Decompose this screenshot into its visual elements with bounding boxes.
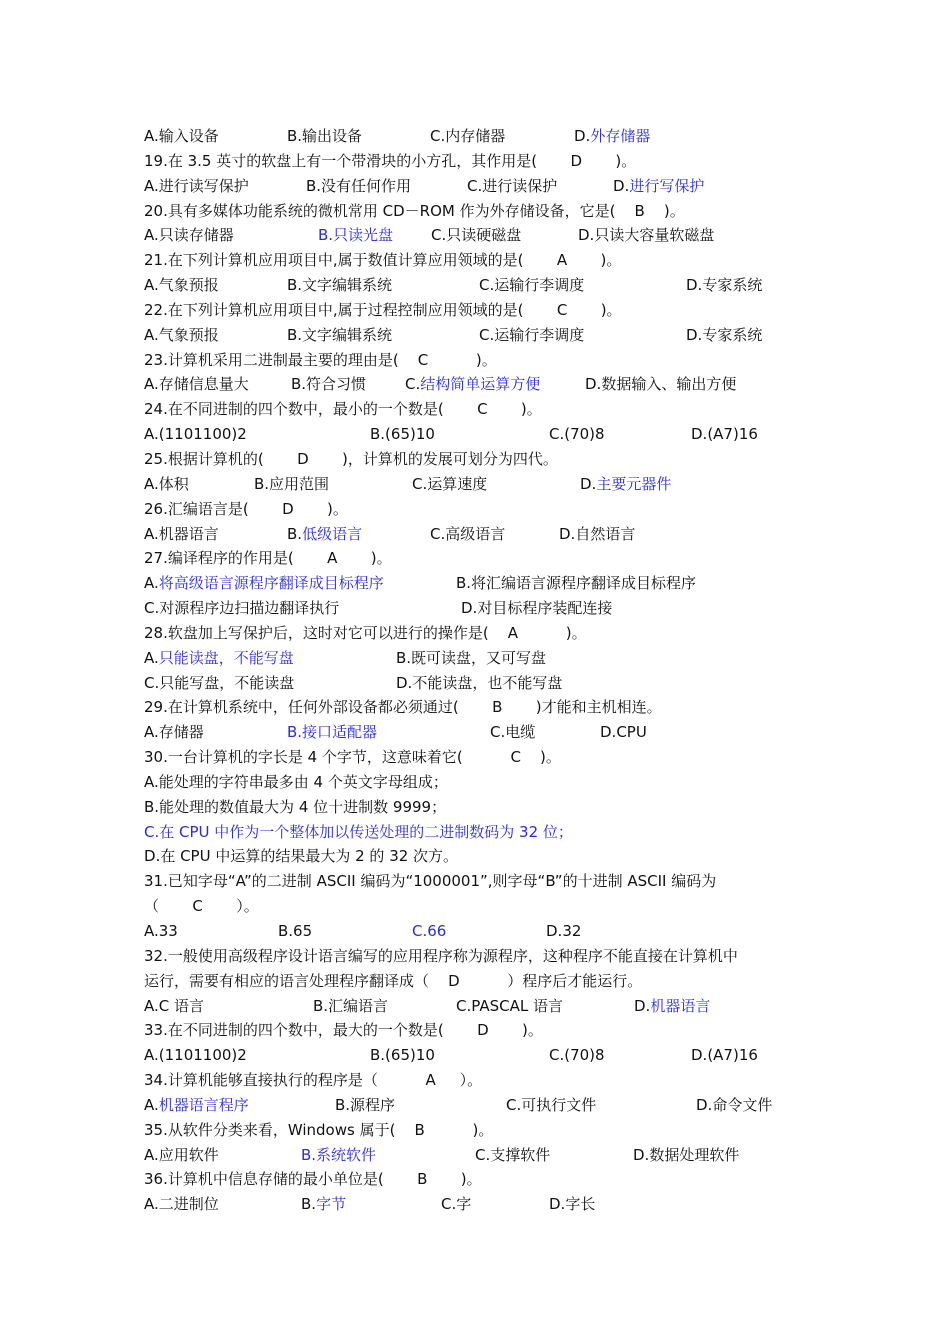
option-text bbox=[370, 1043, 435, 1068]
answer-highlight: 低级语言 bbox=[302, 524, 363, 543]
option-text bbox=[430, 522, 505, 547]
option-label: C.(70)8 bbox=[549, 1046, 605, 1065]
option-text bbox=[461, 596, 612, 621]
option-label: A.气象预报 bbox=[144, 325, 219, 344]
option-label: B.65 bbox=[278, 922, 313, 940]
answer-highlight: C.66 bbox=[412, 922, 447, 940]
option-label: B. bbox=[287, 524, 303, 543]
option-text bbox=[254, 472, 329, 497]
option-text bbox=[467, 174, 557, 199]
option-text bbox=[456, 994, 563, 1019]
option-text bbox=[287, 323, 392, 348]
question-text: 34.计算机能够直接执行的程序是（ A ）。 bbox=[144, 1071, 483, 1090]
option-text bbox=[287, 720, 377, 745]
option-label: C.进行读保护 bbox=[467, 176, 558, 195]
option-text bbox=[580, 472, 671, 497]
option-text bbox=[144, 919, 178, 944]
option-text bbox=[291, 372, 366, 397]
question-line bbox=[144, 1018, 824, 1043]
option-label: C. bbox=[405, 375, 421, 394]
question-line bbox=[144, 969, 824, 994]
question-text: 31.已知字母“A”的二进制 ASCII 编码为“1000001”,则字母“B”的十进制 ASCII 编码为 bbox=[144, 872, 717, 891]
options-row bbox=[144, 522, 824, 547]
option-text bbox=[278, 919, 312, 944]
answer-highlight: B.系统软件 bbox=[301, 1145, 377, 1164]
question-line bbox=[144, 1167, 824, 1192]
option-text bbox=[144, 472, 189, 497]
option-label: A.进行读写保护 bbox=[144, 176, 249, 195]
option-label: D.不能读盘，也不能写盘 bbox=[396, 673, 563, 692]
options-row bbox=[144, 1192, 824, 1217]
question-line bbox=[144, 894, 824, 919]
options-row bbox=[144, 1043, 824, 1068]
option-label: D.CPU bbox=[600, 723, 647, 742]
option-label: B.文字编辑系统 bbox=[287, 276, 393, 295]
option-text bbox=[441, 1192, 471, 1217]
question-line bbox=[144, 695, 824, 720]
options-row bbox=[144, 571, 824, 596]
question-line bbox=[144, 298, 824, 323]
option-text bbox=[559, 522, 635, 547]
option-label: A.体积 bbox=[144, 474, 189, 493]
option-text bbox=[335, 1093, 395, 1118]
options-row bbox=[144, 596, 824, 621]
option-text bbox=[549, 422, 605, 447]
question-line bbox=[144, 1068, 824, 1093]
option-label: C.只读硬磁盘 bbox=[431, 226, 522, 245]
options-row bbox=[144, 124, 824, 149]
question-line bbox=[144, 149, 824, 174]
question-line bbox=[144, 745, 824, 770]
option-text bbox=[144, 522, 219, 547]
option-label: C.电缆 bbox=[490, 723, 536, 742]
option-text bbox=[479, 323, 584, 348]
options-row bbox=[144, 323, 824, 348]
option-label: D.自然语言 bbox=[559, 524, 636, 543]
option-label: D. bbox=[613, 176, 630, 195]
option-text bbox=[287, 522, 362, 547]
option-text bbox=[144, 422, 247, 447]
option-label: A. bbox=[144, 574, 159, 593]
question-text: 23.计算机采用二进制最主要的理由是( C )。 bbox=[144, 350, 497, 369]
option-label: C.(70)8 bbox=[549, 425, 605, 444]
option-label: B. bbox=[301, 1195, 317, 1214]
question-line bbox=[144, 820, 824, 845]
question-text: 20.具有多媒体功能系统的微机常用 CD－ROM 作为外存储设备，它是( B )。 bbox=[144, 201, 685, 220]
question-text: 30.一台计算机的字长是 4 个字节，这意味着它( C )。 bbox=[144, 748, 561, 767]
option-label: D.32 bbox=[546, 922, 582, 940]
question-line bbox=[144, 770, 824, 795]
answer-highlight: B.接口适配器 bbox=[287, 723, 378, 742]
question-text: （ C ）。 bbox=[144, 897, 259, 916]
option-text bbox=[287, 124, 362, 149]
option-label: B.汇编语言 bbox=[313, 996, 389, 1015]
option-label: A.(1101100)2 bbox=[144, 425, 247, 444]
option-text bbox=[412, 919, 446, 944]
option-label: B.(65)10 bbox=[370, 425, 435, 444]
option-label: D.(A7)16 bbox=[691, 1046, 758, 1065]
option-text bbox=[456, 571, 696, 596]
question-line bbox=[144, 546, 824, 571]
question-line bbox=[144, 869, 824, 894]
option-text bbox=[144, 1143, 219, 1168]
option-label: A. bbox=[144, 1095, 159, 1114]
option-label: D. bbox=[580, 474, 597, 493]
option-text bbox=[144, 671, 294, 696]
option-label: D.专家系统 bbox=[686, 325, 763, 344]
answer-highlight: B.只读光盘 bbox=[318, 226, 394, 245]
question-text: 25.根据计算机的( D )，计算机的发展可划分为四代。 bbox=[144, 449, 558, 468]
options-row bbox=[144, 422, 824, 447]
option-text bbox=[613, 174, 704, 199]
option-label: A.应用软件 bbox=[144, 1145, 219, 1164]
option-text bbox=[306, 174, 411, 199]
question-text: 运行，需要有相应的语言处理程序翻译成（ D ）程序后才能运行。 bbox=[144, 971, 643, 990]
option-label: B.文字编辑系统 bbox=[287, 325, 393, 344]
option-text bbox=[633, 1143, 739, 1168]
option-label: A.存储器 bbox=[144, 723, 204, 742]
question-text: A.能处理的字符串最多由 4 个英文字母组成； bbox=[144, 772, 448, 791]
question-line bbox=[144, 248, 824, 273]
question-text: 28.软盘加上写保护后，这时对它可以进行的操作是( A )。 bbox=[144, 623, 587, 642]
option-text bbox=[475, 1143, 550, 1168]
option-text bbox=[144, 596, 339, 621]
option-text bbox=[691, 422, 758, 447]
option-text bbox=[301, 1143, 376, 1168]
question-text: 29.在计算机系统中，任何外部设备都必须通过( B )才能和主机相连。 bbox=[144, 698, 662, 717]
option-text bbox=[144, 571, 384, 596]
option-text bbox=[490, 720, 535, 745]
option-label: A.只读存储器 bbox=[144, 226, 234, 245]
option-text bbox=[585, 372, 736, 397]
question-text: 36.计算机中信息存储的最小单位是( B )。 bbox=[144, 1170, 482, 1189]
option-label: C.高级语言 bbox=[430, 524, 506, 543]
option-text bbox=[144, 372, 249, 397]
option-label: A.机器语言 bbox=[144, 524, 219, 543]
question-text: 22.在下列计算机应用项目中,属于过程控制应用领域的是( C )。 bbox=[144, 300, 622, 319]
question-text: B.能处理的数值最大为 4 位十进制数 9999； bbox=[144, 797, 447, 816]
options-row bbox=[144, 671, 824, 696]
question-line bbox=[144, 199, 824, 224]
option-label: B.没有任何作用 bbox=[306, 176, 412, 195]
option-label: A.33 bbox=[144, 922, 178, 940]
option-text bbox=[430, 124, 505, 149]
option-text bbox=[431, 223, 521, 248]
answer-highlight: 外存储器 bbox=[590, 127, 651, 145]
options-row bbox=[144, 273, 824, 298]
options-row bbox=[144, 1093, 824, 1118]
option-text bbox=[144, 273, 219, 298]
option-label: C.可执行文件 bbox=[506, 1095, 597, 1114]
option-label: A.(1101100)2 bbox=[144, 1046, 247, 1065]
option-label: B.既可读盘，又可写盘 bbox=[396, 648, 547, 667]
option-text bbox=[313, 994, 388, 1019]
option-text bbox=[144, 174, 249, 199]
options-row bbox=[144, 646, 824, 671]
answer-highlight: 进行写保护 bbox=[629, 176, 705, 195]
option-label: C.支撑软件 bbox=[475, 1145, 551, 1164]
option-label: A.输入设备 bbox=[144, 127, 219, 145]
question-line bbox=[144, 795, 824, 820]
option-label: B.符合习惯 bbox=[291, 375, 367, 394]
option-text bbox=[396, 646, 546, 671]
option-text bbox=[578, 223, 714, 248]
options-row bbox=[144, 994, 824, 1019]
option-text bbox=[600, 720, 647, 745]
option-label: D.数据处理软件 bbox=[633, 1145, 740, 1164]
option-label: B.源程序 bbox=[335, 1095, 396, 1114]
option-text bbox=[506, 1093, 596, 1118]
option-label: B.将汇编语言源程序翻译成目标程序 bbox=[456, 574, 697, 593]
option-label: D.(A7)16 bbox=[691, 425, 758, 444]
option-text bbox=[691, 1043, 758, 1068]
option-text bbox=[546, 919, 581, 944]
option-text bbox=[396, 671, 562, 696]
option-text bbox=[574, 124, 650, 149]
option-label: C.运输行李调度 bbox=[479, 325, 585, 344]
question-line bbox=[144, 621, 824, 646]
answer-highlight: 只能读盘，不能写盘 bbox=[158, 648, 294, 667]
options-row bbox=[144, 720, 824, 745]
options-row bbox=[144, 1143, 824, 1168]
question-text: 33.在不同进制的四个数中，最大的一个数是( D )。 bbox=[144, 1021, 543, 1040]
option-label: D. bbox=[634, 996, 651, 1015]
option-text bbox=[549, 1192, 595, 1217]
option-label: B.(65)10 bbox=[370, 1046, 435, 1065]
option-text bbox=[144, 223, 234, 248]
option-label: C.对源程序边扫描边翻译执行 bbox=[144, 599, 340, 618]
option-text bbox=[144, 124, 219, 149]
option-text bbox=[144, 720, 204, 745]
option-text bbox=[287, 273, 392, 298]
question-line bbox=[144, 397, 824, 422]
option-text bbox=[405, 372, 540, 397]
question-text: 21.在下列计算机应用项目中,属于数值计算应用领域的是( A )。 bbox=[144, 251, 622, 270]
answer-highlight: C.在 CPU 中作为一个整体加以传送处理的二进制数码为 32 位； bbox=[144, 822, 573, 841]
option-text bbox=[686, 323, 762, 348]
question-line bbox=[144, 348, 824, 373]
option-label: C.PASCAL 语言 bbox=[456, 996, 563, 1015]
options-row bbox=[144, 472, 824, 497]
option-label: A. bbox=[144, 648, 159, 667]
option-label: D.数据输入、输出方便 bbox=[585, 375, 737, 394]
option-label: A.气象预报 bbox=[144, 276, 219, 295]
question-text: 24.在不同进制的四个数中，最小的一个数是( C )。 bbox=[144, 400, 542, 419]
answer-highlight: 机器语言 bbox=[650, 996, 711, 1015]
option-text bbox=[412, 472, 487, 497]
option-text bbox=[696, 1093, 772, 1118]
question-text: 32.一般使用高级程序设计语言编写的应用程序称为源程序，这种程序不能直接在计算机中 bbox=[144, 946, 738, 965]
option-text bbox=[549, 1043, 605, 1068]
option-label: C.只能写盘，不能读盘 bbox=[144, 673, 295, 692]
option-text bbox=[144, 1043, 247, 1068]
option-label: C.运算速度 bbox=[412, 474, 488, 493]
answer-highlight: 字节 bbox=[316, 1195, 347, 1214]
document-body bbox=[144, 124, 824, 1217]
option-label: D.字长 bbox=[549, 1195, 596, 1214]
option-label: D.对目标程序装配连接 bbox=[461, 599, 613, 618]
option-text bbox=[301, 1192, 346, 1217]
answer-highlight: 结构简单运算方便 bbox=[420, 375, 541, 394]
options-row bbox=[144, 174, 824, 199]
question-text: D.在 CPU 中运算的结果最大为 2 的 32 次方。 bbox=[144, 847, 459, 866]
question-line bbox=[144, 944, 824, 969]
options-row bbox=[144, 223, 824, 248]
option-text bbox=[144, 994, 204, 1019]
answer-highlight: 主要元器件 bbox=[596, 474, 672, 493]
option-label: A.二进制位 bbox=[144, 1195, 219, 1214]
question-text: 35.从软件分类来看，Windows 属于( B )。 bbox=[144, 1120, 494, 1139]
question-text: 19.在 3.5 英寸的软盘上有一个带滑块的小方孔，其作用是( D )。 bbox=[144, 151, 637, 170]
question-line bbox=[144, 1118, 824, 1143]
question-line bbox=[144, 497, 824, 522]
question-line bbox=[144, 447, 824, 472]
option-label: D.专家系统 bbox=[686, 276, 763, 295]
option-text bbox=[479, 273, 584, 298]
options-row bbox=[144, 919, 824, 944]
option-text bbox=[686, 273, 762, 298]
option-text bbox=[370, 422, 435, 447]
option-text bbox=[144, 1093, 249, 1118]
question-text: 27.编译程序的作用是( A )。 bbox=[144, 549, 392, 568]
option-text bbox=[144, 1192, 219, 1217]
option-label: B.输出设备 bbox=[287, 127, 363, 145]
option-label: A.存储信息量大 bbox=[144, 375, 249, 394]
question-text: 26.汇编语言是( D )。 bbox=[144, 499, 348, 518]
option-label: D.命令文件 bbox=[696, 1095, 773, 1114]
option-label: C.内存储器 bbox=[430, 127, 506, 145]
option-label: B.应用范围 bbox=[254, 474, 330, 493]
options-row bbox=[144, 372, 824, 397]
option-label: D.只读大容量软磁盘 bbox=[578, 226, 715, 245]
option-text bbox=[144, 323, 219, 348]
question-line bbox=[144, 844, 824, 869]
option-label: A.C 语言 bbox=[144, 996, 205, 1015]
option-text bbox=[318, 223, 393, 248]
option-label: C.运输行李调度 bbox=[479, 276, 585, 295]
option-label: D. bbox=[574, 127, 591, 145]
option-label: C.字 bbox=[441, 1195, 472, 1214]
answer-highlight: 机器语言程序 bbox=[158, 1095, 249, 1114]
option-text bbox=[634, 994, 710, 1019]
answer-highlight: 将高级语言源程序翻译成目标程序 bbox=[158, 574, 384, 593]
option-text bbox=[144, 646, 294, 671]
